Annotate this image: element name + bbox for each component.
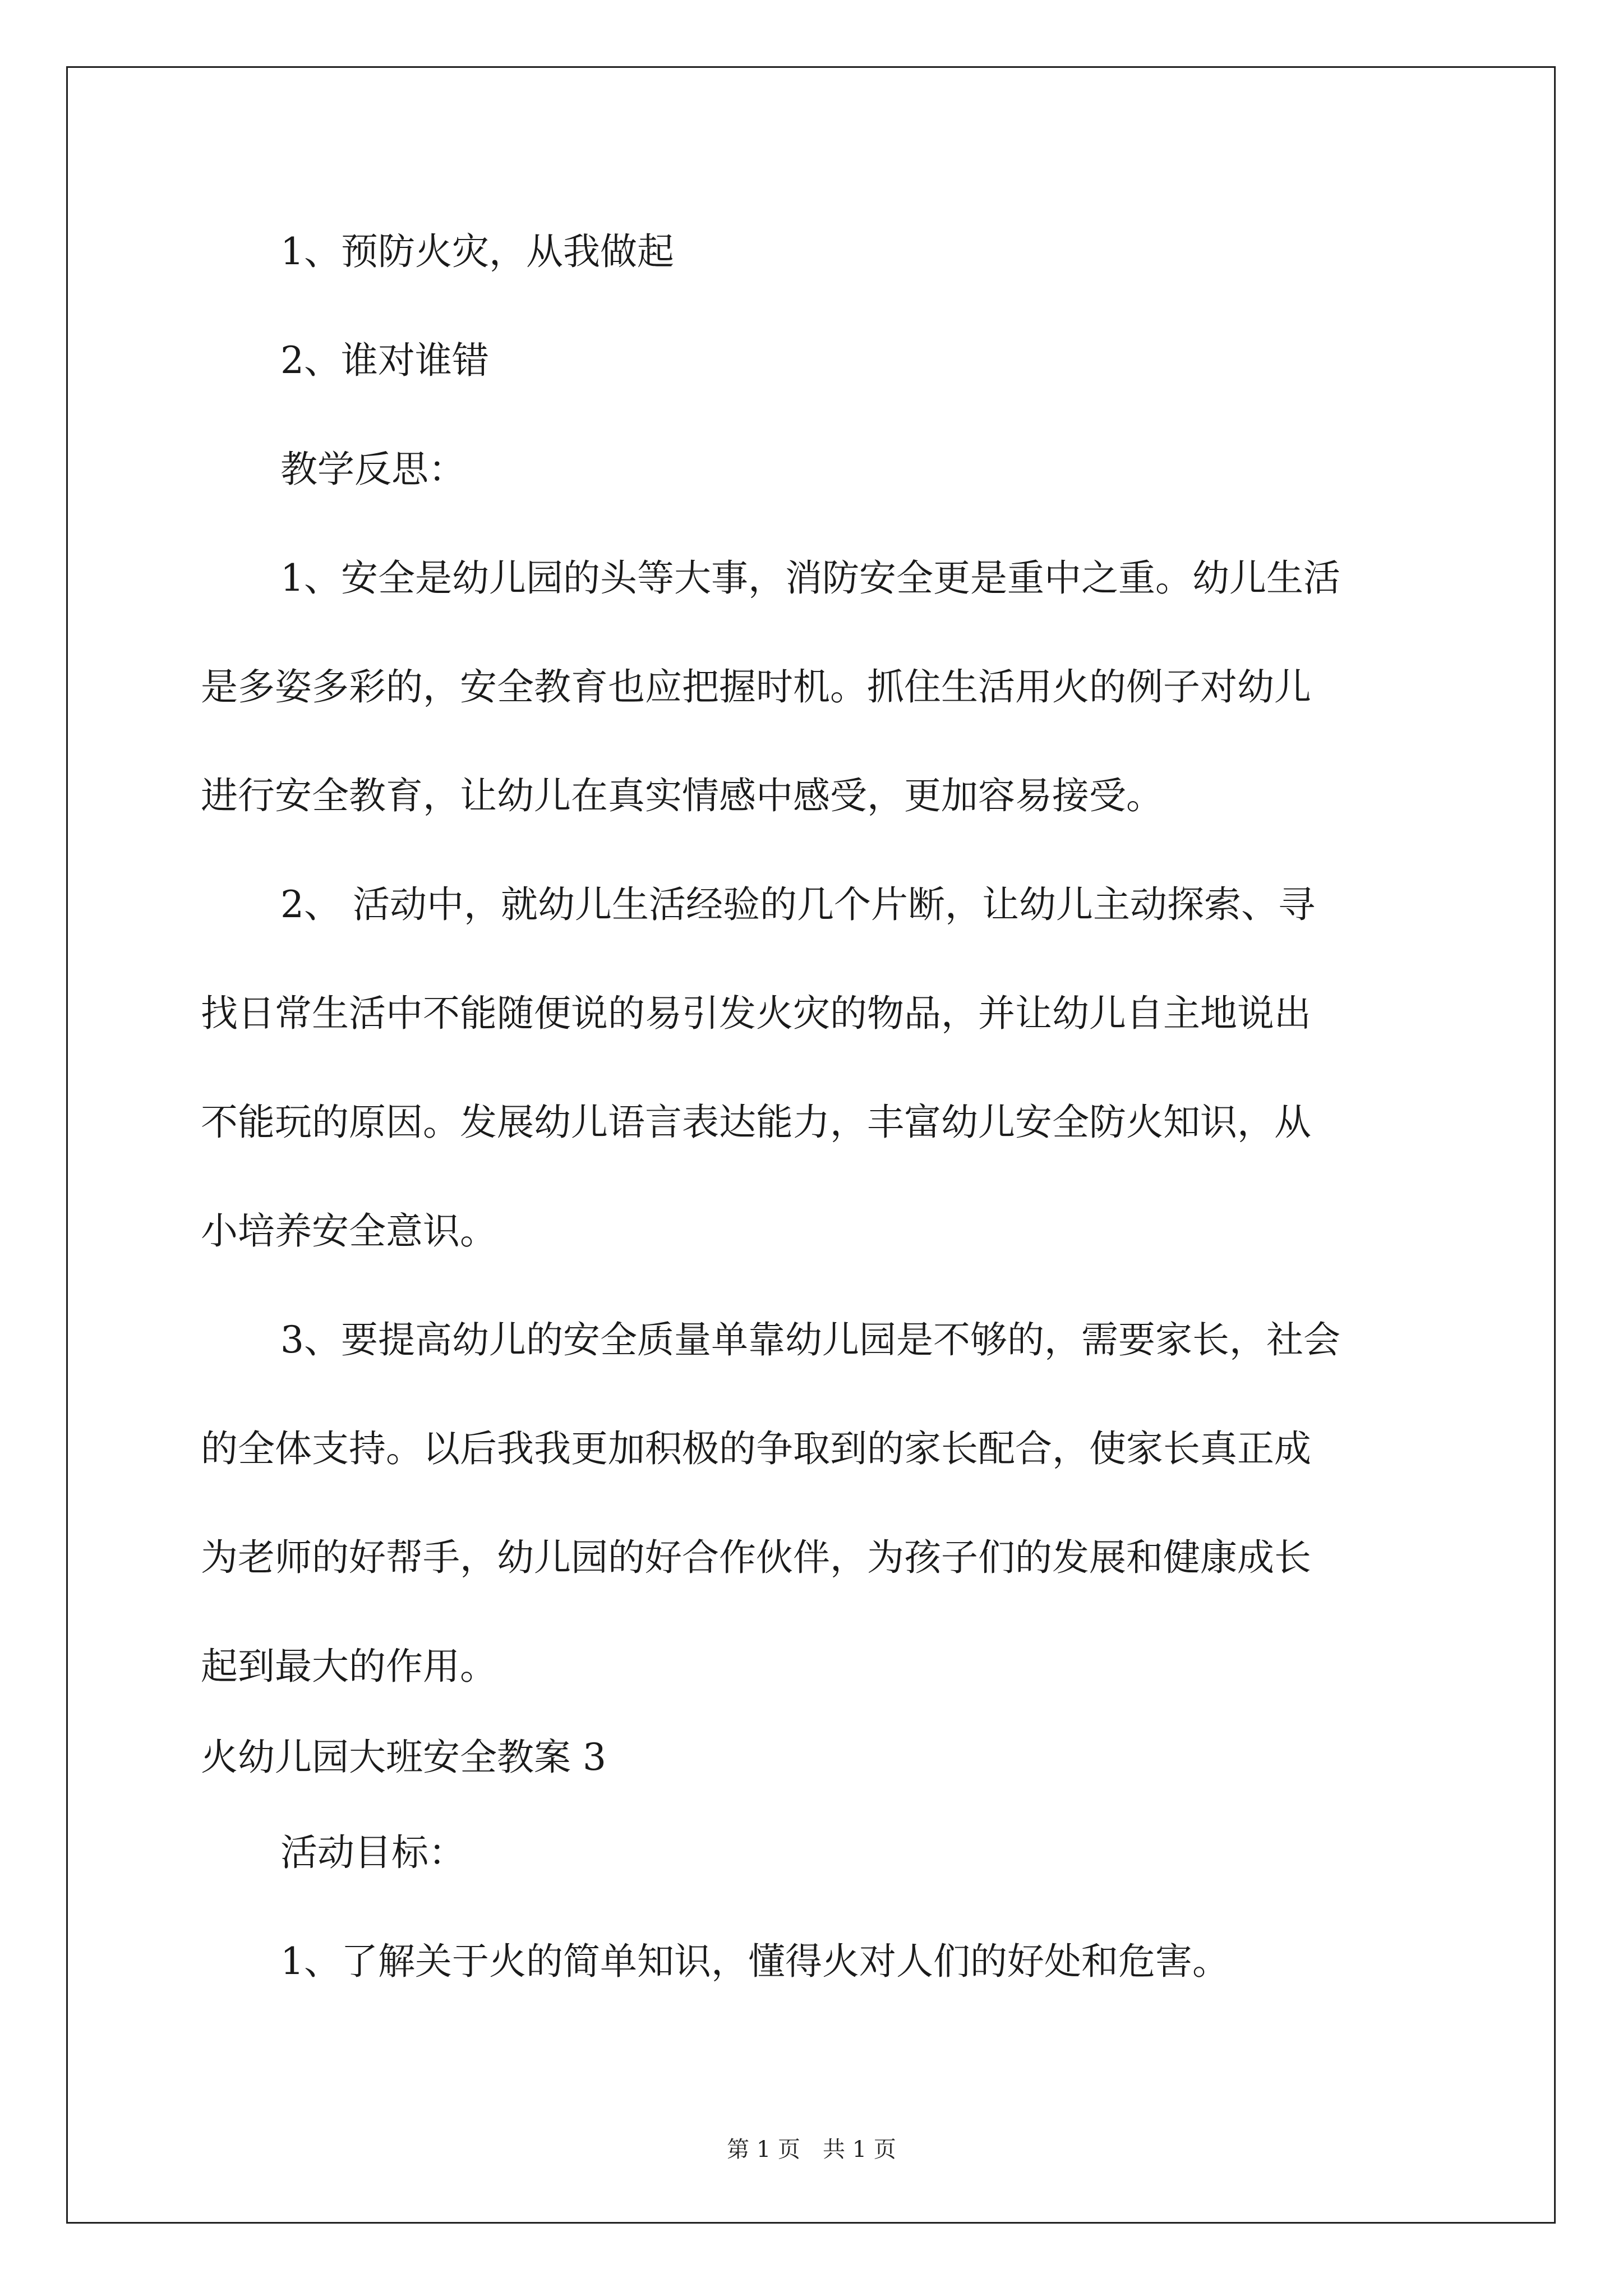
list-item-prevent-fire: 1、预防火灾，从我做起 (280, 230, 674, 273)
section-title-lesson-3: 火幼儿园大班安全教案 3 (201, 1736, 606, 1779)
paragraph-line: 不能玩的原因。发展幼儿语言表达能力，丰富幼儿安全防火知识，从 (201, 1101, 1311, 1144)
paragraph-line: 小培养安全意识。 (201, 1209, 497, 1253)
paragraph-line: 2、 活动中，就幼儿生活经验的几个片断，让幼儿主动探索、寻 (280, 883, 1315, 926)
section-heading-objectives: 活动目标： (280, 1831, 465, 1874)
page-footer: 第 1 页 共 1 页 (727, 2137, 896, 2162)
paragraph-line: 的全体支持。以后我我更加积极的争取到的家长配合，使家长真正成 (201, 1427, 1311, 1470)
paragraph-line: 进行安全教育，让幼儿在真实情感中感受，更加容易接受。 (201, 774, 1163, 817)
paragraph-line: 找日常生活中不能随便说的易引发火灾的物品，并让幼儿自主地说出 (201, 992, 1311, 1035)
section-heading-reflection: 教学反思： (280, 448, 465, 491)
paragraph-line: 1、安全是幼儿园的头等大事，消防安全更是重中之重。幼儿生活 (280, 556, 1340, 600)
page-border (66, 66, 1556, 2224)
paragraph-line: 起到最大的作用。 (201, 1645, 497, 1688)
list-item-objective-1: 1、了解关于火的简单知识，懂得火对人们的好处和危害。 (280, 1940, 1229, 1983)
paragraph-line: 为老师的好帮手，幼儿园的好合作伙伴，为孩子们的发展和健康成长 (201, 1536, 1311, 1579)
paragraph-line: 是多姿多彩的，安全教育也应把握时机。抓住生活用火的例子对幼儿 (201, 665, 1311, 708)
paragraph-line: 3、要提高幼儿的安全质量单靠幼儿园是不够的，需要家长，社会 (280, 1318, 1340, 1361)
list-item-right-wrong: 2、谁对谁错 (280, 339, 489, 382)
